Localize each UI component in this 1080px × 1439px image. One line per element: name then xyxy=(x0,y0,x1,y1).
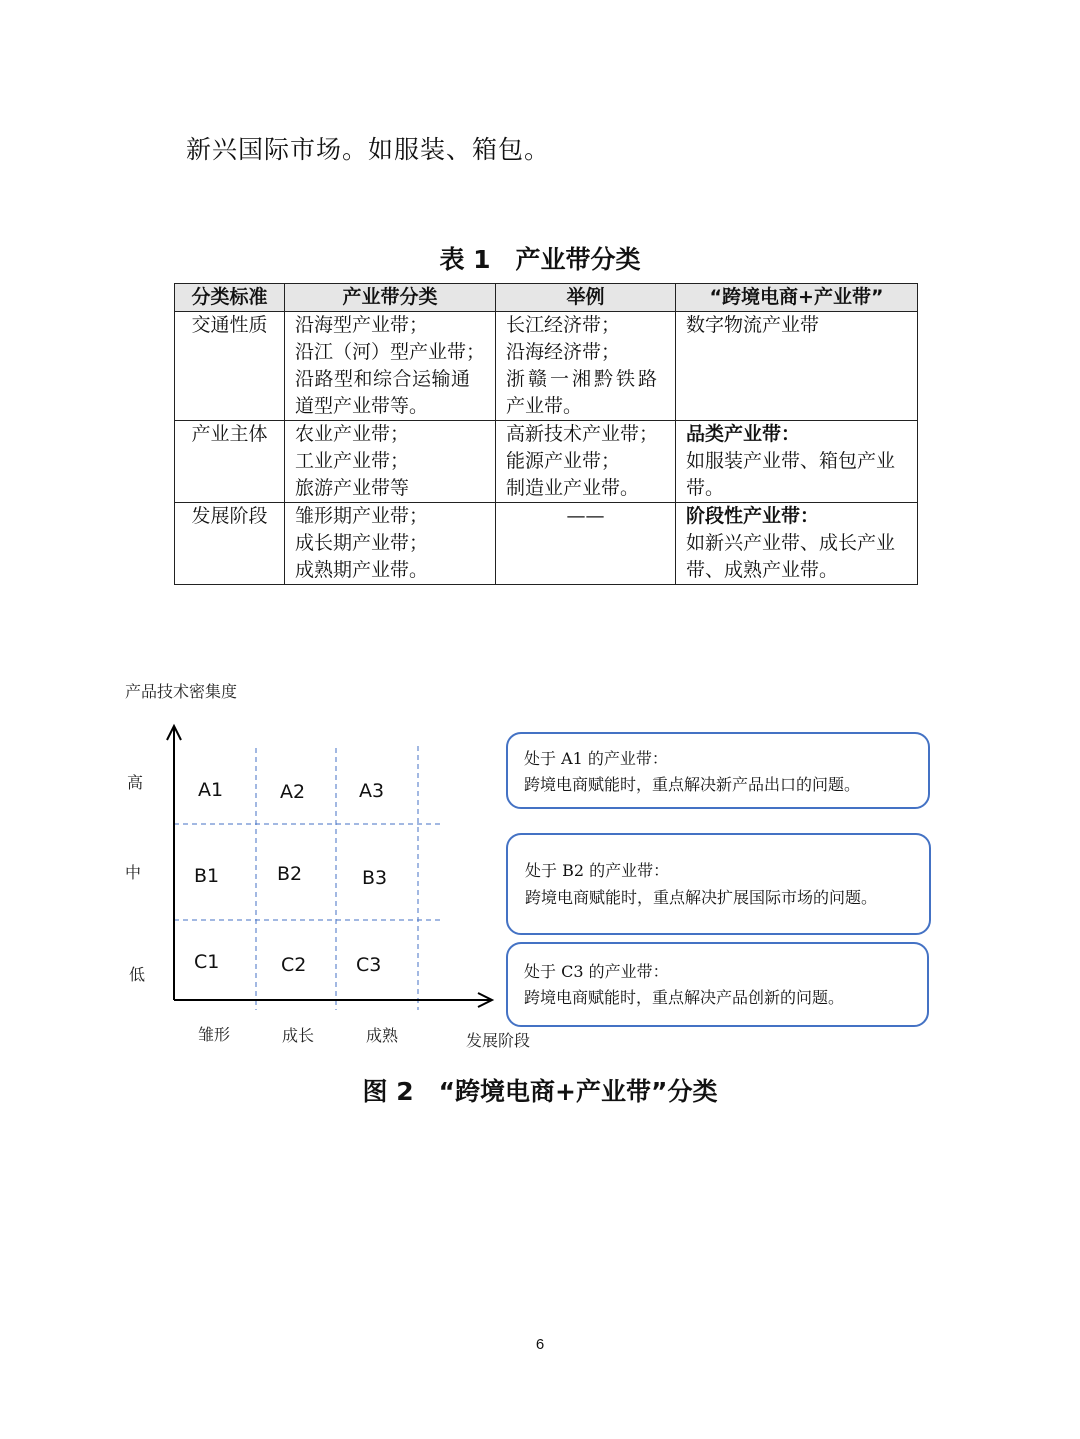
y-level-mid: 中 xyxy=(125,863,142,882)
callout-box-c3 xyxy=(507,943,928,1026)
example-line: 高新技术产业带； xyxy=(506,423,659,445)
example-line: 产业带。 xyxy=(506,395,583,417)
example-dash: —— xyxy=(566,505,605,527)
callout-c3-line2: 跨境电商赋能时，重点解决产品创新的问题。 xyxy=(524,988,845,1007)
type-line: 成熟期产业带。 xyxy=(295,559,429,581)
header-example: 举例 xyxy=(496,284,676,312)
example-line: 制造业产业带。 xyxy=(506,477,640,499)
x-stage-embryonic: 雏形 xyxy=(198,1025,231,1044)
table-row xyxy=(175,503,918,585)
cross-border-line: 带、成熟产业带。 xyxy=(686,559,839,581)
type-line: 沿海型产业带； xyxy=(295,314,429,336)
callout-a1-line1: 处于 A1 的产业带： xyxy=(524,749,668,768)
cross-border-line: 数字物流产业带 xyxy=(686,314,820,336)
cross-border-line: 带。 xyxy=(686,477,725,499)
type-line: 成长期产业带； xyxy=(295,532,429,554)
example-cell xyxy=(496,312,676,421)
criterion-cell: 交通性质 xyxy=(175,312,285,421)
header-criterion: 分类标准 xyxy=(175,284,285,312)
cell-a3: A3 xyxy=(359,780,385,802)
callout-b2-line2: 跨境电商赋能时，重点解决扩展国际市场的问题。 xyxy=(525,888,878,907)
callout-b2-line1: 处于 B2 的产业带： xyxy=(525,861,670,880)
table-row xyxy=(175,421,918,503)
classification-figure xyxy=(0,660,1080,1060)
type-line: 雏形期产业带； xyxy=(295,505,429,527)
x-stage-mature: 成熟 xyxy=(366,1026,399,1045)
type-cell xyxy=(285,312,496,421)
type-cell xyxy=(285,503,496,585)
table-header-row xyxy=(175,284,918,312)
type-line: 沿路型和综合运输通 xyxy=(295,368,471,390)
callout-box-b2 xyxy=(507,834,930,934)
callout-a1-line2: 跨境电商赋能时，重点解决新产品出口的问题。 xyxy=(524,775,861,794)
example-line: 能源产业带； xyxy=(506,450,621,472)
cell-b2: B2 xyxy=(277,863,303,885)
cross-border-cell xyxy=(676,421,918,503)
body-paragraph: 新兴国际市场。如服装、箱包。 xyxy=(186,135,551,164)
y-level-high: 高 xyxy=(127,773,144,792)
example-line: 沿海经济带； xyxy=(506,341,621,363)
example-cell xyxy=(496,503,676,585)
callout-c3-line1: 处于 C3 的产业带： xyxy=(524,962,669,981)
y-level-low: 低 xyxy=(129,965,146,984)
cross-border-heading: 品类产业带： xyxy=(686,423,801,445)
y-axis-title: 产品技术密集度 xyxy=(125,682,238,701)
example-line: 长江经济带； xyxy=(506,314,621,336)
cell-b3: B3 xyxy=(362,867,388,889)
cell-c1: C1 xyxy=(194,951,220,973)
type-line: 工业产业带； xyxy=(295,450,410,472)
example-line: 浙赣一湘黔铁路 xyxy=(506,368,661,390)
cross-border-cell xyxy=(676,312,918,421)
cell-b1: B1 xyxy=(194,865,220,887)
cross-border-cell xyxy=(676,503,918,585)
table-row xyxy=(175,312,918,421)
cell-c2: C2 xyxy=(281,954,307,976)
cross-border-line: 如服装产业带、箱包产业 xyxy=(686,450,896,472)
callout-box-a1 xyxy=(507,733,929,808)
cell-a2: A2 xyxy=(280,781,306,803)
cell-c3: C3 xyxy=(356,954,382,976)
cell-a1: A1 xyxy=(198,779,224,801)
figure-title: 图 2 “跨境电商+产业带”分类 xyxy=(362,1077,718,1106)
type-line: 沿江（河）型产业带； xyxy=(295,341,486,363)
x-axis-title: 发展阶段 xyxy=(466,1031,531,1050)
header-cross-border: “跨境电商+产业带” xyxy=(676,284,918,312)
type-line: 旅游产业带等 xyxy=(295,477,410,499)
classification-table xyxy=(174,283,918,585)
criterion-cell: 产业主体 xyxy=(175,421,285,503)
example-cell xyxy=(496,421,676,503)
type-cell xyxy=(285,421,496,503)
type-line: 农业产业带； xyxy=(295,423,410,445)
cross-border-heading: 阶段性产业带： xyxy=(686,505,820,527)
type-line: 道型产业带等。 xyxy=(295,395,429,417)
page-number: 6 xyxy=(535,1336,545,1353)
x-stage-growth: 成长 xyxy=(282,1026,315,1045)
cross-border-line: 如新兴产业带、成长产业 xyxy=(686,532,896,554)
criterion-cell: 发展阶段 xyxy=(175,503,285,585)
table-title: 表 1 产业带分类 xyxy=(439,245,641,274)
header-type: 产业带分类 xyxy=(285,284,496,312)
